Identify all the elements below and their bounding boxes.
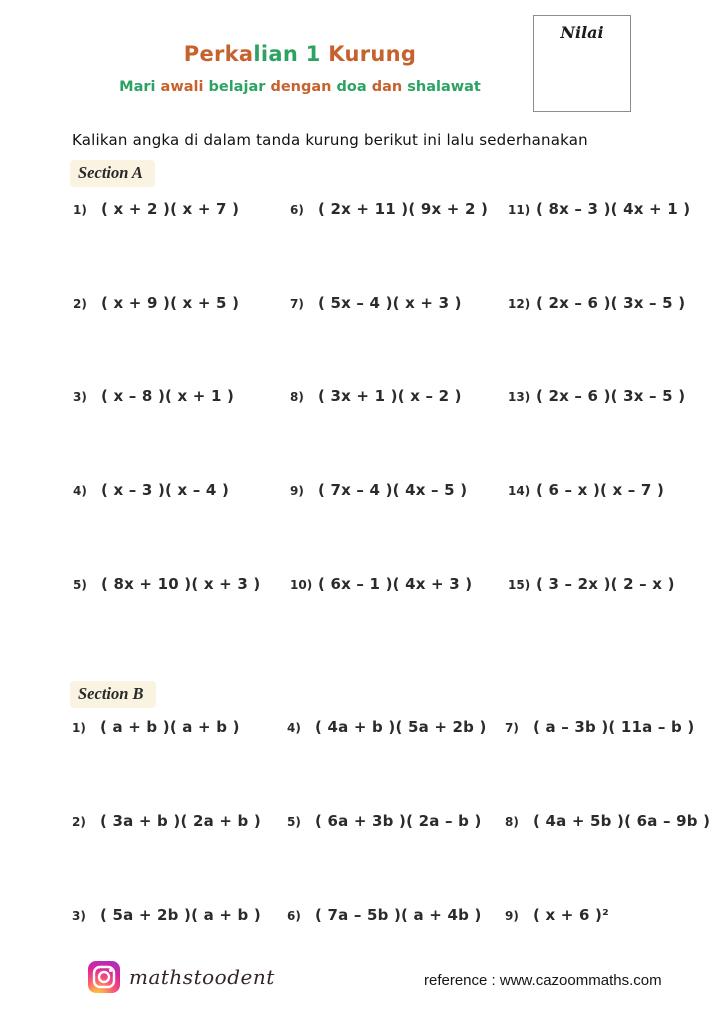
problem-number: 9)	[505, 909, 519, 923]
problem-number: 4)	[73, 484, 87, 499]
problem-expression: ( 7a – 5b )( a + 4b )	[315, 906, 482, 924]
problem-expression: ( 2x + 11 )( 9x + 2 )	[318, 200, 489, 218]
subtitle-segment: awali	[160, 79, 209, 95]
problem	[508, 293, 686, 388]
problem-number: 3)	[73, 390, 87, 405]
problem	[73, 387, 290, 481]
problem-number: 14)	[508, 484, 531, 499]
problem-number: 11)	[508, 203, 531, 217]
problem-expression: ( 6a + 3b )( 2a – b )	[315, 812, 482, 830]
problem	[508, 574, 675, 669]
section-a-problems	[73, 200, 691, 668]
problem-expression: ( a + b )( a + b )	[100, 718, 240, 736]
problem-expression: ( x + 2 )( x + 7 )	[101, 200, 240, 218]
problem-expression: ( 5x – 4 )( x + 3 )	[318, 293, 462, 312]
problem-expression: ( x + 9 )( x + 5 )	[101, 293, 240, 312]
score-box-label: Nilai	[560, 23, 604, 42]
problem-expression: ( 2x – 6 )( 3x – 5 )	[536, 293, 686, 312]
problem-number: 3)	[72, 909, 86, 923]
problem	[72, 718, 287, 812]
subtitle-segment: dan	[371, 79, 408, 95]
problem-expression: ( 7x – 4 )( 4x – 5 )	[318, 481, 468, 500]
problem-expression: ( x – 3 )( x – 4 )	[101, 481, 230, 500]
problem	[290, 481, 508, 575]
section-a-heading: Section A	[70, 160, 155, 187]
problem	[290, 387, 508, 481]
problem-number: 10)	[290, 577, 313, 592]
problem-number: 9)	[290, 484, 304, 499]
problem-expression: ( 8x + 10 )( x + 3 )	[101, 574, 261, 593]
problem	[290, 294, 508, 388]
problem-expression: ( 5a + 2b )( a + b )	[100, 906, 261, 924]
problem	[290, 575, 508, 669]
problem-expression: ( 6 – x )( x – 7 )	[536, 481, 665, 500]
problem-expression: ( 3a + b )( 2a + b )	[100, 812, 261, 830]
problem-number: 4)	[287, 721, 301, 735]
problem-expression: ( x – 8 )( x + 1 )	[101, 387, 235, 406]
subtitle-segment: shalawat	[407, 79, 481, 95]
problem-number: 7)	[290, 296, 304, 311]
problem-expression: ( x + 6 )²	[533, 906, 609, 924]
problem-expression: ( 3 – 2x )( 2 – x )	[536, 574, 675, 593]
problem-expression: ( 8x – 3 )( 4x + 1 )	[536, 200, 691, 218]
problem	[287, 812, 505, 906]
problem-number: 8)	[505, 815, 519, 829]
problem-expression: ( 3x + 1 )( x – 2 )	[318, 387, 462, 406]
problem	[508, 200, 691, 294]
problem	[508, 481, 668, 575]
instagram-handle: mathstoodent	[129, 965, 275, 989]
problem	[73, 294, 290, 388]
problem-number: 2)	[72, 815, 86, 829]
problem-number: 7)	[505, 721, 519, 735]
subtitle-segment: dengan	[270, 79, 337, 95]
problem-number: 5)	[73, 577, 87, 592]
subtitle-segment: doa	[336, 79, 372, 95]
page-title	[0, 42, 600, 66]
problem-number: 2)	[73, 296, 87, 311]
instagram-icon	[88, 961, 120, 993]
instruction-text: Kalikan angka di dalam tanda kurung berikut ini lalu sederhanakan	[72, 131, 588, 149]
section-b-heading: Section B	[70, 681, 156, 708]
score-box	[533, 15, 631, 112]
problem-number: 1)	[72, 721, 86, 735]
subtitle-segment: belajar	[208, 79, 271, 95]
problem	[73, 481, 290, 575]
problem-number: 5)	[287, 815, 301, 829]
problem-expression: ( a – 3b )( 11a – b )	[533, 718, 695, 736]
problem	[287, 718, 505, 812]
problem-expression: ( 4a + 5b )( 6a – 9b )	[533, 812, 711, 830]
problem-number: 12)	[508, 296, 531, 311]
reference-text: reference : www.cazoommaths.com	[424, 972, 662, 989]
problem	[72, 812, 287, 906]
problem-number: 6)	[287, 909, 301, 923]
problem-number: 13)	[508, 390, 531, 405]
problem	[505, 718, 695, 812]
footer-social	[88, 961, 275, 993]
problem	[508, 387, 686, 481]
title-segment: Kurung	[328, 42, 417, 66]
problem-expression: ( 4a + b )( 5a + 2b )	[315, 718, 487, 736]
page-subtitle	[0, 79, 600, 95]
title-segment: lian 1	[253, 42, 329, 66]
problem	[290, 200, 508, 294]
problem	[505, 812, 711, 906]
problem-number: 8)	[290, 390, 304, 405]
problem-number: 1)	[73, 203, 87, 217]
problem	[73, 200, 290, 294]
title-segment: Perka	[183, 42, 254, 66]
problem-number: 6)	[290, 203, 304, 217]
problem-expression: ( 6x – 1 )( 4x + 3 )	[318, 574, 473, 593]
problem-number: 15)	[508, 577, 531, 592]
problem	[73, 575, 290, 669]
subtitle-segment: Mari	[119, 79, 161, 95]
section-b-problems	[72, 718, 711, 1000]
problem-expression: ( 2x – 6 )( 3x – 5 )	[536, 387, 686, 406]
